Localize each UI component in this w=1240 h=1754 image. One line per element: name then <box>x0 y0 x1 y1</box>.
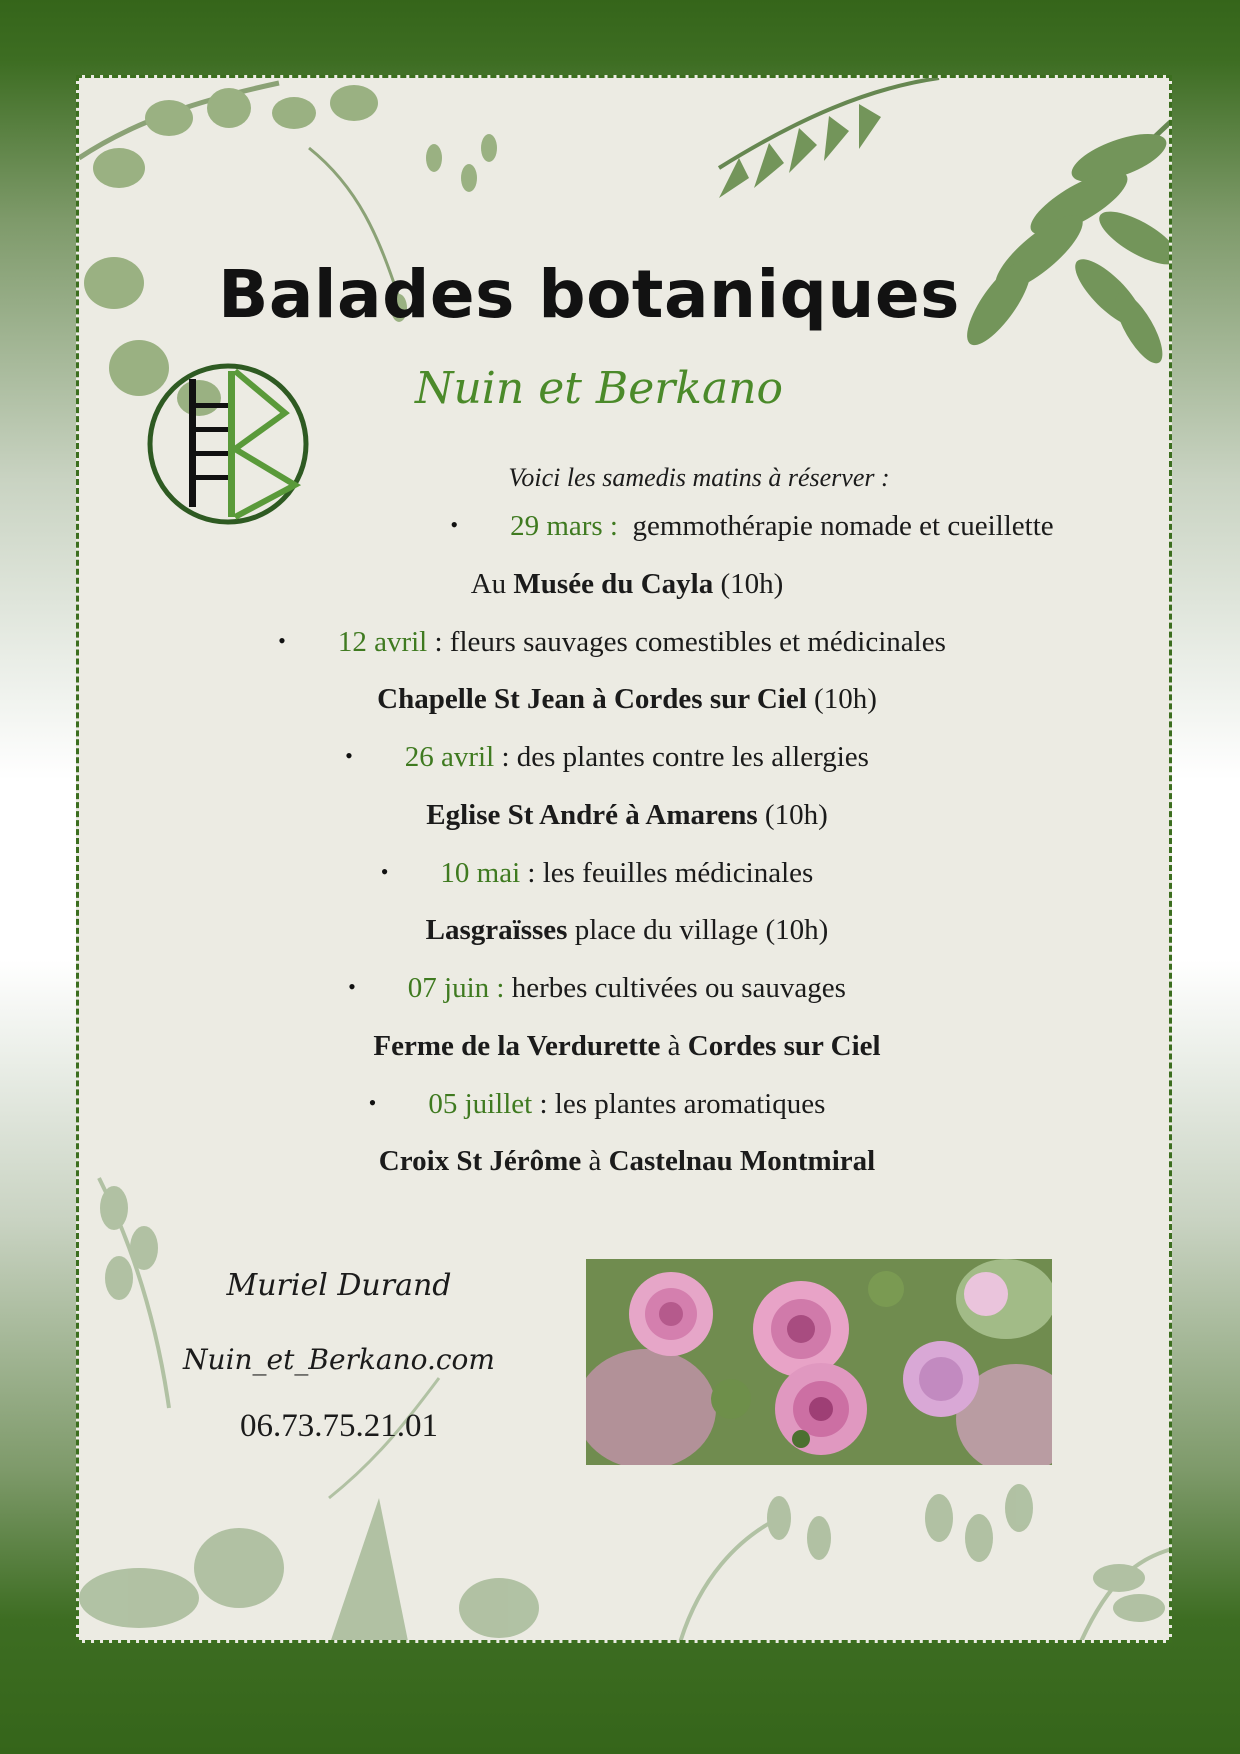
event-topic: : des plantes contre les allergies <box>501 741 869 773</box>
event-date: 05 juillet <box>428 1088 533 1120</box>
event-date: 07 juin : <box>407 972 505 1004</box>
event-place: Eglise St André à Amarens (10h) <box>426 799 828 831</box>
event-topic: herbes cultivées ou sauvages <box>511 972 846 1004</box>
event-topic: gemmothérapie nomade et cueillette <box>632 510 1054 542</box>
event-date: 12 avril <box>337 626 428 658</box>
event-topic: : les feuilles médicinales <box>527 857 814 889</box>
intro-text: Voici les samedis matins à réserver : <box>508 463 890 492</box>
event-date: 29 mars : <box>510 510 618 542</box>
bullet: • <box>368 1090 377 1115</box>
pink-roses-photo-icon <box>586 1259 1052 1465</box>
event-line <box>76 857 1145 890</box>
bullet: • <box>278 628 286 653</box>
event-line <box>76 1088 1145 1121</box>
contact-phone: 06.73.75.21.01 <box>240 1408 438 1444</box>
bullet: • <box>450 512 459 537</box>
contact-website: Nuin_et_Berkano.com <box>183 1343 495 1376</box>
brand-name: Nuin et Berkano <box>414 363 784 414</box>
poster-page <box>76 75 1172 1643</box>
event-topic: : les plantes aromatiques <box>539 1088 826 1120</box>
hb-rune-circle-logo-icon <box>145 361 311 527</box>
event-place: Chapelle St Jean à Cordes sur Ciel (10h) <box>377 683 877 715</box>
event-place: Au Musée du Cayla (10h) <box>470 568 784 600</box>
bullet: • <box>380 859 389 884</box>
event-place: Ferme de la Verdurette à Cordes sur Ciel <box>373 1030 881 1062</box>
event-line <box>76 626 1160 659</box>
event-topic: : fleurs sauvages comestibles et médicinales <box>434 626 946 658</box>
event-line <box>204 510 1172 543</box>
event-date: 26 avril <box>404 741 495 773</box>
bullet: • <box>345 743 353 768</box>
event-place: Croix St Jérôme à Castelnau Montmiral <box>378 1145 876 1177</box>
bullet: • <box>348 974 356 999</box>
event-line <box>76 972 1145 1005</box>
page-title: Balades botaniques <box>218 256 960 333</box>
event-line <box>76 741 1155 774</box>
contact-name: Muriel Durand <box>226 1268 452 1303</box>
event-place: Lasgraïsses place du village (10h) <box>425 914 829 946</box>
event-date: 10 mai <box>440 857 521 889</box>
